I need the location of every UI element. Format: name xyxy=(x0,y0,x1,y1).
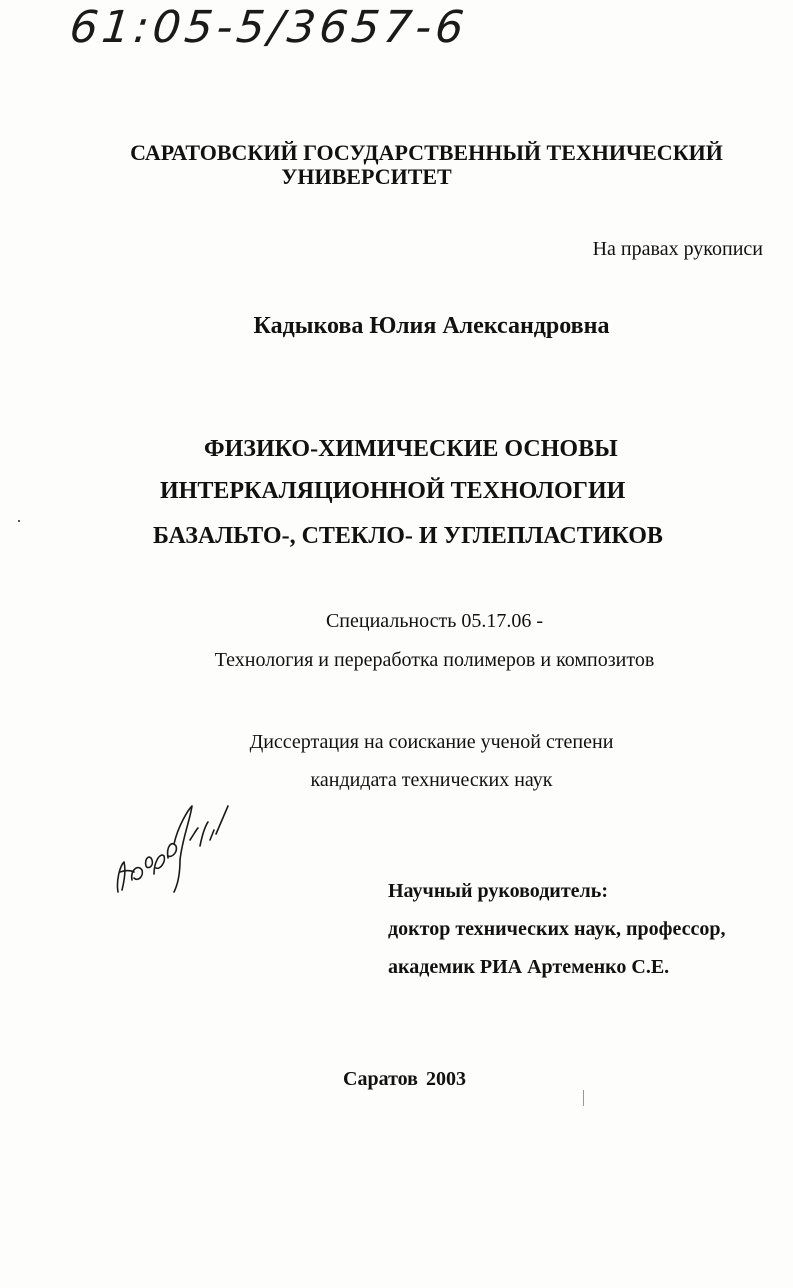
dissertation-type-line1: Диссертация на соискание ученой степени xyxy=(249,731,614,753)
university-name-line2: УНИВЕРСИТЕТ xyxy=(281,164,452,189)
year: 2003 xyxy=(425,1068,466,1090)
scan-speck xyxy=(18,520,20,522)
place-and-year xyxy=(8,1068,793,1091)
supervisor-name: академик РИА Артеменко С.Е. xyxy=(388,956,670,978)
scan-speck xyxy=(583,1090,584,1106)
author-name: Кадыкова Юлия Александровна xyxy=(253,313,610,339)
thesis-title-line3: БАЗАЛЬТО-, СТЕКЛО- И УГЛЕПЛАСТИКОВ xyxy=(153,523,663,549)
dissertation-type-line2: кандидата технических наук xyxy=(310,769,553,791)
specialty-code: Специальность 05.17.06 - xyxy=(325,610,544,632)
handwritten-signature-icon xyxy=(110,800,240,900)
thesis-title-line1: ФИЗИКО-ХИМИЧЕСКИЕ ОСНОВЫ xyxy=(204,436,618,462)
thesis-title-line2: ИНТЕРКАЛЯЦИОННОЙ ТЕХНОЛОГИИ xyxy=(160,478,626,504)
university-name-line1: САРАТОВСКИЙ ГОСУДАРСТВЕННЫЙ ТЕХНИЧЕСКИЙ xyxy=(130,140,723,165)
rights-notice: На правах рукописи xyxy=(592,238,763,260)
supervisor-degree: доктор технических наук, профессор, xyxy=(388,918,726,940)
specialty-name: Технология и переработка полимеров и композитов xyxy=(214,649,655,671)
supervisor-label: Научный руководитель: xyxy=(388,880,608,902)
archive-code: 61:05-5/3657-6 xyxy=(67,2,471,53)
city: Саратов xyxy=(343,1068,418,1090)
